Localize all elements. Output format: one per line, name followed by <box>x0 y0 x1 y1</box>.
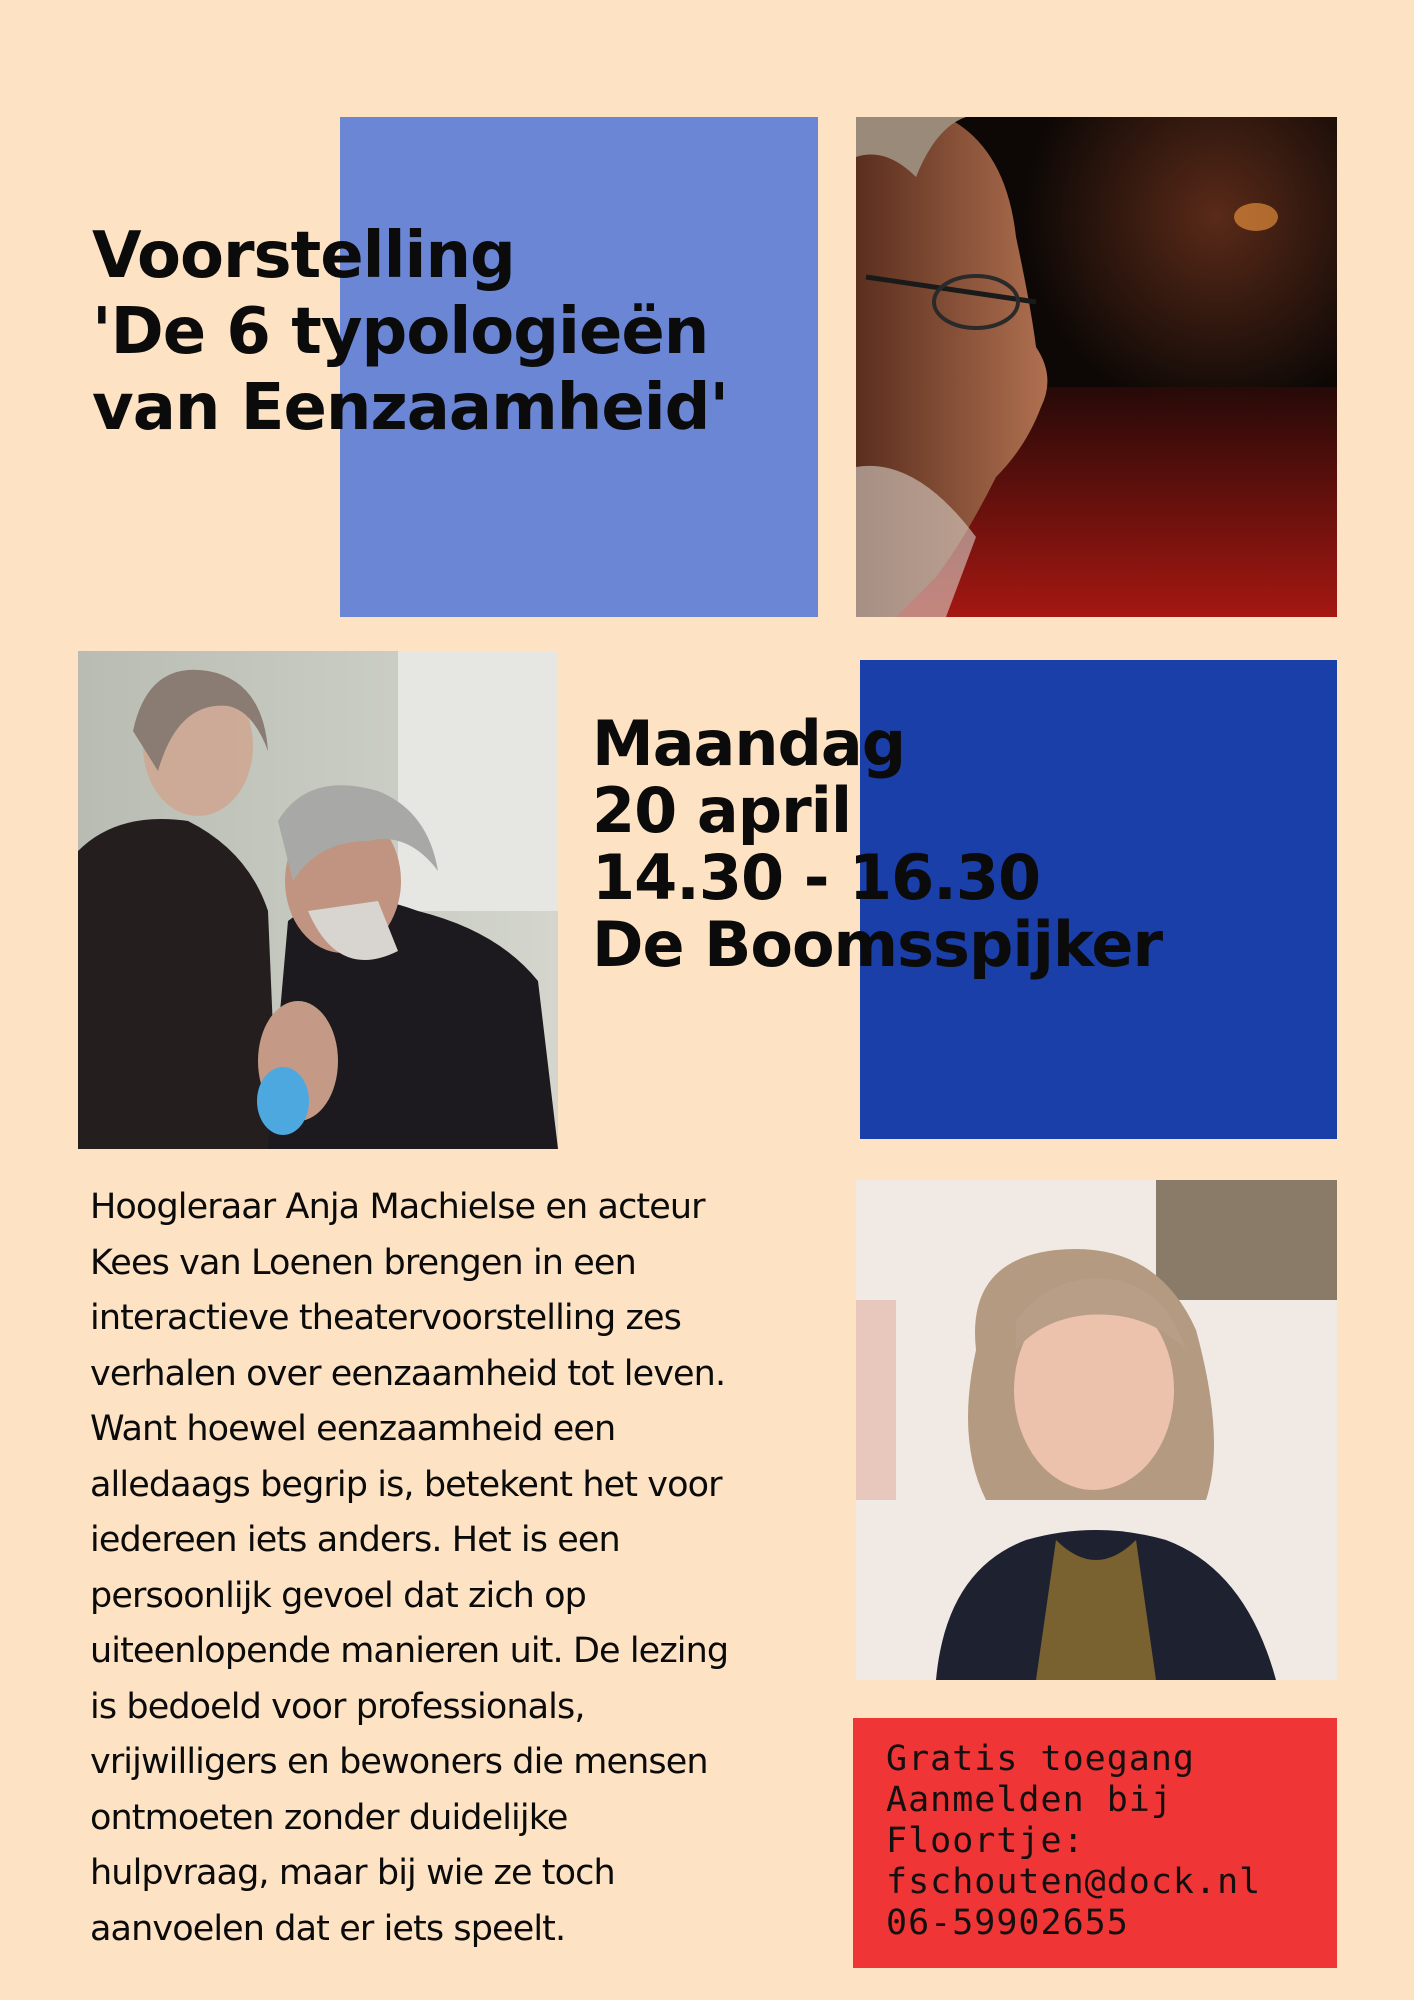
description-line: aanvoelen dat er iets speelt. <box>90 1908 566 1949</box>
actor-profile-photo <box>856 117 1337 617</box>
page-title <box>92 218 792 446</box>
description-line: vrijwilligers en bewoners die mensen <box>90 1742 708 1782</box>
contact-phone[interactable]: 06-59902655 <box>886 1903 1129 1943</box>
description-line: hulpvraag, maar bij wie ze toch <box>90 1853 615 1893</box>
description-line: is bedoeld voor professionals, <box>90 1686 585 1727</box>
contact-name: Floortje: <box>886 1821 1085 1861</box>
title-line: Voorstelling <box>92 219 515 293</box>
registration-info <box>886 1739 1261 1944</box>
description-line: ontmoeten zonder duidelijke <box>90 1797 568 1838</box>
free-entry-text: Gratis toegang <box>886 1739 1196 1779</box>
event-details <box>592 707 1312 981</box>
description-line: iedereen iets anders. Het is een <box>90 1520 620 1560</box>
register-text: Aanmelden bij <box>886 1780 1173 1820</box>
contact-email-link[interactable]: fschouten@dock.nl <box>886 1862 1262 1902</box>
description-line: persoonlijk gevoel dat zich op <box>90 1575 587 1616</box>
event-location: De Boomsspijker <box>592 908 1163 981</box>
event-day: Maandag <box>592 707 906 780</box>
description-line: interactieve theatervoorstelling zes <box>90 1298 681 1338</box>
description-line: alledaags begrip is, betekent het voor <box>90 1464 722 1505</box>
title-line: 'De 6 typologieën <box>92 295 709 369</box>
description-line: Hoogleraar Anja Machielse en acteur <box>90 1187 705 1227</box>
title-line: van Eenzaamheid' <box>92 371 729 445</box>
event-date: 20 april <box>592 774 852 847</box>
anja-machielse-portrait <box>856 1180 1337 1680</box>
event-time: 14.30 - 16.30 <box>592 841 1041 914</box>
description-line: Kees van Loenen brengen in een <box>90 1242 636 1283</box>
description-line: Want hoewel eenzaamheid een <box>90 1409 616 1449</box>
actors-scene-photo <box>78 651 558 1149</box>
description-line: verhalen over eenzaamheid tot leven. <box>90 1353 726 1394</box>
registration-info-box <box>853 1718 1337 1968</box>
description-line: uiteenlopende manieren uit. De lezing <box>90 1631 729 1671</box>
event-description <box>90 1180 820 1957</box>
